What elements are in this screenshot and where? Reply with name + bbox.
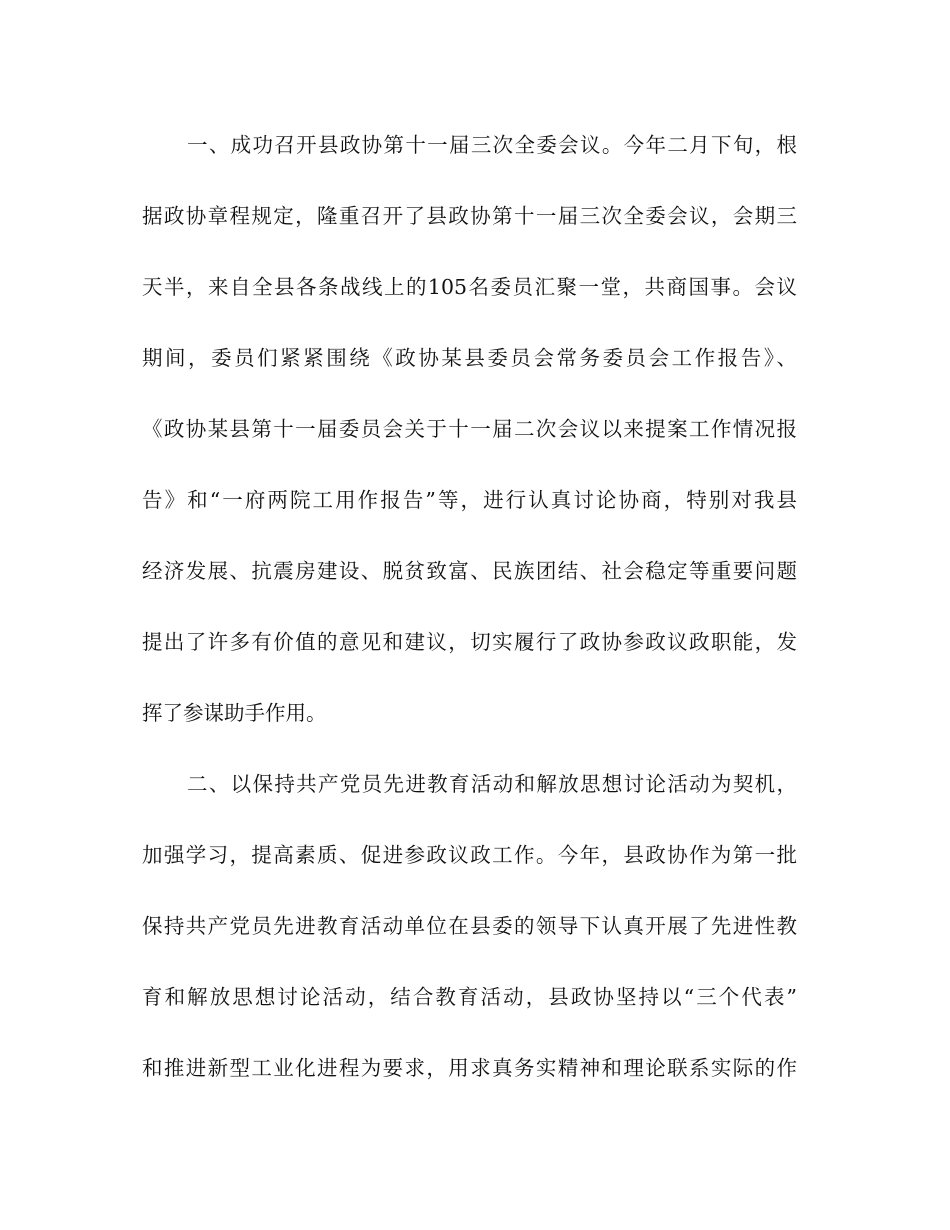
paragraph-1-line-8: 提出了许多有价值的意见和建议，切实履行了政协参政议政职能，发	[142, 630, 797, 654]
paragraph-1-line-3: 天半，来自全县各条战线上的105名委员汇聚一堂，共商国事。会议	[142, 275, 797, 299]
paragraph-2-line-4: 育和解放思想讨论活动，结合教育活动，县政协坚持以“三个代表”	[142, 985, 797, 1009]
paragraph-1-line-7: 经济发展、抗震房建设、脱贫致富、民族团结、社会稳定等重要问题	[142, 559, 797, 583]
paragraph-1-line-9: 挥了参谋助手作用。	[142, 701, 327, 725]
paragraph-2-line-5: 和推进新型工业化进程为要求，用求真务实精神和理论联系实际的作	[142, 1056, 797, 1080]
paragraph-2-line-1: 二、以保持共产党员先进教育活动和解放思想讨论活动为契机，	[187, 772, 797, 796]
paragraph-2-line-2: 加强学习，提高素质、促进参政议政工作。今年，县政协作为第一批	[142, 843, 797, 867]
paragraph-1-line-1: 一、成功召开县政协第十一届三次全委会议。今年二月下旬，根	[187, 133, 797, 157]
paragraph-2-line-3: 保持共产党员先进教育活动单位在县委的领导下认真开展了先进性教	[142, 914, 797, 938]
paragraph-1-line-5: 《政协某县第十一届委员会关于十一届二次会议以来提案工作情况报	[142, 417, 797, 441]
paragraph-1-line-4: 期间，委员们紧紧围绕《政协某县委员会常务委员会工作报告》、	[142, 346, 797, 370]
paragraph-1-line-2: 据政协章程规定，隆重召开了县政协第十一届三次全委会议，会期三	[142, 204, 797, 228]
paragraph-1-line-6: 告》和“一府两院工用作报告”等，进行认真讨论协商，特别对我县	[142, 488, 797, 512]
